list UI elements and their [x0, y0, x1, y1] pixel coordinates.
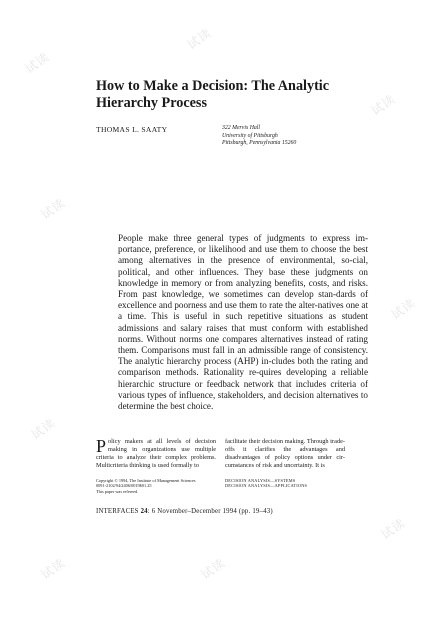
- watermark: 试读: [22, 49, 52, 77]
- watermark: 试读: [38, 195, 68, 223]
- body-column-right: facilitate their decision making. Through trade-offs it clarifies the advantages and disadvantages of policy options under cir-cumstances of risk and uncertainty. It is: [225, 438, 345, 470]
- keyword-line: DECISION ANALYSIS—SYSTEMS: [225, 478, 296, 483]
- watermark: 试读: [28, 415, 58, 443]
- journal-issue: : 6 November–December 1994 (pp. 19–43): [147, 508, 273, 515]
- address-line: 322 Mervis Hall: [222, 125, 260, 131]
- watermark: 试读: [38, 555, 68, 583]
- address-line: Pittsburgh, Pennsylvania 15260: [222, 140, 297, 146]
- title-line-1: How to Make a Decision: The Analytic: [96, 78, 330, 94]
- watermark: 试读: [198, 555, 228, 583]
- abstract: People make three general types of judgments to express im-portance, preference, or likelihood and use them to choose the best among alternatives in the presence of environmental, so-cial, political, and other influences. They base these judgments on knowledge in memory or from analyzing benefits, costs, and risks. From past knowledge, we sometimes can develop stan-dards of excellence and poorness and use them to rate the alter-natives one at a time. This is useful in such repetitive situations as student admissions and salary raises that must conform with established norms. Without norms one compares alternatives instead of rating them. Comparisons must fall in an admissible range of consistency. The analytic hierarchy process (AHP) in-cludes both the rating and comparison methods. Rationality re-quires developing a reliable hierarchic structure or feedback network that includes criteria of various types of influence, stakeholders, and decision alternatives to determine the best choice.: [118, 233, 368, 412]
- author-address: [222, 125, 362, 148]
- body-column-left: [96, 438, 216, 470]
- title-line-2: Hierarchy Process: [96, 95, 207, 111]
- watermark: 试读: [378, 515, 408, 543]
- footnote-line: Copyright © 1994, The Institute of Management Sciences: [96, 478, 196, 483]
- address-line: University of Pittsburgh: [222, 132, 278, 139]
- footnote-line: 0091-2102/94/2406/0019$01.25: [96, 483, 152, 489]
- watermark: 试读: [388, 295, 418, 323]
- copyright-footnote: [96, 478, 221, 494]
- footnote-line: This paper was refereed.: [96, 488, 139, 494]
- journal-citation: [96, 508, 273, 515]
- author-name: THOMAS L. SAATY: [96, 125, 168, 134]
- watermark: 试读: [368, 91, 398, 119]
- journal-volume: 24: [140, 508, 148, 515]
- article-title: [96, 78, 366, 112]
- drop-cap: P: [96, 436, 107, 456]
- keyword-line: DECISION ANALYSIS—APPLICATIONS: [225, 483, 308, 489]
- body-text-left: olicy makers at all levels of decision making in organizations use multiple criteria to analyze their complex problems. Multicriteria thinking is used formally to: [96, 438, 216, 470]
- journal-name: INTERFACES: [96, 508, 139, 515]
- subject-keywords: [225, 478, 355, 489]
- watermark: 试读: [184, 25, 214, 53]
